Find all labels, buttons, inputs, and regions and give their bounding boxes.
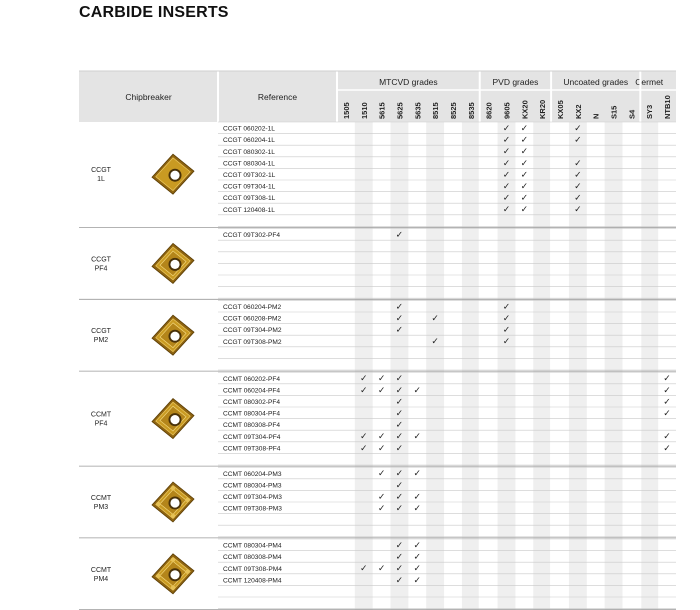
page-title: CARBIDE INSERTS — [79, 4, 229, 21]
grade-check-mark: ✓ — [395, 431, 404, 442]
chipbreaker-code: CCMT — [90, 495, 112, 502]
grade-check-mark: ✓ — [502, 146, 511, 157]
reference-header: Reference — [257, 92, 298, 102]
grade-check-mark: ✓ — [395, 491, 404, 502]
grade-check-mark: ✓ — [359, 442, 368, 453]
grade-group-header: PVD grades — [492, 77, 539, 87]
grade-name: 8515 — [431, 102, 441, 119]
grade-check-mark: ✓ — [359, 431, 368, 442]
reference-code: CCGT 060204-PM2 — [223, 304, 282, 311]
grade-name: 1505 — [341, 102, 351, 119]
grade-check-mark: ✓ — [502, 123, 511, 133]
insert-pf4-icon — [152, 243, 194, 283]
reference-code: CCMT 080308-PM4 — [223, 554, 282, 562]
reference-code: CCGT 09T304-1L — [223, 183, 276, 191]
grade-check-mark: ✓ — [502, 204, 511, 215]
grade-check-mark: ✓ — [431, 313, 439, 323]
grade-check-mark: ✓ — [395, 442, 404, 453]
chipbreaker-code: CCGT — [91, 328, 111, 336]
grade-check-mark: ✓ — [395, 479, 404, 490]
grade-check-mark: ✓ — [413, 574, 422, 585]
grade-check-mark: ✓ — [377, 384, 386, 395]
reference-code: CCGT 060204-1L — [223, 137, 275, 145]
grade-name: 8620 — [484, 102, 494, 119]
reference-code: CCMT 120408-PM4 — [223, 577, 282, 585]
grade-check-mark: ✓ — [413, 540, 422, 550]
grade-check-mark: ✓ — [377, 491, 386, 502]
reference-code: CCMT 09T308-PM4 — [223, 565, 282, 573]
grade-name: KX20 — [520, 100, 530, 119]
reference-code: CCGT 09T304-PM2 — [223, 327, 282, 335]
reference-code: CCMT 09T308-PF4 — [223, 445, 281, 453]
grade-check-mark: ✓ — [574, 181, 582, 191]
reference-code: CCGT 09T308-1L — [223, 195, 276, 203]
grade-check-mark: ✓ — [395, 540, 404, 550]
chipbreaker-code: CCMT — [90, 411, 112, 419]
grade-check-mark: ✓ — [395, 313, 404, 323]
grade-check-mark: ✓ — [502, 192, 511, 203]
chipbreaker-type: PM3 — [93, 504, 109, 511]
grade-check-mark: ✓ — [520, 123, 529, 133]
grade-check-mark: ✓ — [377, 431, 386, 442]
grade-name: 5635 — [413, 102, 423, 119]
grade-check-mark: ✓ — [359, 384, 368, 395]
reference-code: CCMT 060204-PF4 — [223, 387, 281, 395]
grade-check-mark: ✓ — [663, 431, 671, 442]
grade-check-mark: ✓ — [502, 169, 511, 180]
grade-check-mark: ✓ — [395, 551, 404, 562]
insert-pf4-icon — [152, 399, 194, 439]
chipbreaker-type: PF4 — [94, 265, 108, 273]
grade-name: KX2 — [573, 104, 583, 119]
chipbreaker-type: PM4 — [93, 575, 109, 583]
grade-name: KR20 — [538, 99, 548, 119]
chipbreaker-type: PM2 — [93, 337, 109, 345]
insert-pm3-icon — [152, 482, 194, 522]
grade-check-mark: ✓ — [413, 551, 422, 562]
grade-check-mark: ✓ — [395, 324, 404, 335]
grade-check-mark: ✓ — [502, 336, 511, 347]
reference-code: CCMT 09T308-PM3 — [223, 505, 282, 513]
chipbreaker-type: 1L — [97, 176, 105, 184]
reference-code: CCMT 060202-PF4 — [223, 375, 281, 383]
grade-name: SY3 — [645, 104, 655, 119]
grade-check-mark: ✓ — [574, 123, 582, 133]
grade-check-mark: ✓ — [574, 204, 582, 215]
grade-check-mark: ✓ — [520, 181, 529, 191]
grade-check-mark: ✓ — [413, 468, 422, 479]
grade-check-mark: ✓ — [395, 503, 404, 513]
grade-check-mark: ✓ — [413, 384, 422, 395]
grade-check-mark: ✓ — [502, 157, 511, 168]
grade-group-header: MTCVD grades — [379, 77, 438, 87]
insert-pm2-icon — [152, 315, 194, 355]
grade-check-mark: ✓ — [574, 192, 582, 203]
reference-code: CCGT 120408-1L — [223, 206, 275, 214]
reference-code: CCGT 09T302-PF4 — [223, 232, 281, 240]
grade-check-mark: ✓ — [395, 574, 404, 585]
grade-check-mark: ✓ — [413, 491, 422, 502]
grade-check-mark: ✓ — [502, 324, 511, 335]
grade-check-mark: ✓ — [395, 384, 404, 395]
grade-name: 8535 — [466, 102, 476, 119]
grade-check-mark: ✓ — [377, 563, 386, 574]
reference-code: CCMT 09T304-PF4 — [223, 433, 281, 441]
grade-check-mark: ✓ — [395, 563, 404, 574]
grade-check-mark: ✓ — [395, 396, 404, 407]
grade-check-mark: ✓ — [413, 431, 422, 442]
grade-check-mark: ✓ — [663, 373, 671, 384]
grade-check-mark: ✓ — [431, 336, 439, 347]
grade-check-mark: ✓ — [395, 229, 404, 240]
reference-code: CCGT 080304-1L — [223, 160, 275, 168]
reference-code: CCGT 060202-1L — [223, 125, 275, 133]
reference-code: CCGT 060208-PM2 — [223, 315, 282, 323]
grade-name: S15 — [609, 105, 619, 119]
insert-plain-icon — [152, 154, 194, 194]
grade-check-mark: ✓ — [663, 384, 671, 395]
grade-name: 5615 — [377, 102, 387, 119]
reference-code: CCMT 060204-PM3 — [223, 470, 282, 478]
grade-check-mark: ✓ — [502, 181, 511, 191]
grade-group-header: Cermet — [635, 77, 664, 87]
grade-name: N — [591, 113, 601, 119]
reference-code: CCMT 080308-PF4 — [223, 422, 281, 430]
chipbreaker-header: Chipbreaker — [125, 92, 172, 102]
grade-check-mark: ✓ — [502, 313, 511, 323]
grade-check-mark: ✓ — [520, 157, 529, 168]
grade-check-mark: ✓ — [520, 134, 529, 145]
grade-check-mark: ✓ — [395, 408, 404, 418]
grade-check-mark: ✓ — [502, 134, 511, 145]
grade-check-mark: ✓ — [413, 563, 422, 574]
reference-code: CCMT 080304-PF4 — [223, 410, 281, 418]
grade-check-mark: ✓ — [395, 468, 404, 479]
grade-check-mark: ✓ — [574, 169, 582, 180]
reference-code: CCMT 09T304-PM3 — [223, 494, 282, 501]
chipbreaker-type: PF4 — [94, 420, 108, 428]
grade-check-mark: ✓ — [413, 503, 422, 513]
grade-check-mark: ✓ — [377, 373, 386, 384]
grade-check-mark: ✓ — [663, 408, 671, 418]
reference-code: CCGT 080302-1L — [223, 148, 275, 156]
reference-code: CCMT 080304-PM4 — [223, 542, 282, 550]
grade-check-mark: ✓ — [520, 192, 529, 203]
grade-name: KX05 — [556, 100, 566, 119]
insert-pm4-icon — [152, 554, 194, 594]
grade-name: NTB10 — [663, 95, 673, 119]
grade-check-mark: ✓ — [574, 157, 582, 168]
grade-name: S4 — [627, 109, 637, 119]
grade-check-mark: ✓ — [359, 373, 368, 384]
grade-name: 1510 — [359, 102, 369, 119]
grade-check-mark: ✓ — [377, 468, 386, 479]
grade-check-mark: ✓ — [395, 301, 404, 312]
grade-name: 9605 — [502, 102, 512, 119]
grade-check-mark: ✓ — [520, 169, 529, 180]
grade-check-mark: ✓ — [359, 563, 368, 574]
reference-code: CCMT 080302-PF4 — [223, 399, 281, 406]
chipbreaker-code: CCGT — [91, 167, 111, 175]
grade-check-mark: ✓ — [663, 442, 671, 453]
grade-check-mark: ✓ — [502, 301, 511, 312]
chipbreaker-code: CCMT — [90, 566, 112, 574]
grade-check-mark: ✓ — [520, 146, 529, 157]
grade-check-mark: ✓ — [377, 503, 386, 513]
grade-name: 5625 — [395, 102, 405, 119]
reference-code: CCGT 09T302-1L — [223, 172, 276, 179]
grade-check-mark: ✓ — [663, 396, 671, 407]
grade-check-mark: ✓ — [377, 442, 386, 453]
grade-check-mark: ✓ — [395, 419, 404, 430]
grade-name: 8525 — [448, 102, 458, 119]
reference-code: CCGT 09T308-PM2 — [223, 338, 282, 346]
grade-check-mark: ✓ — [395, 373, 404, 384]
grade-check-mark: ✓ — [574, 134, 582, 145]
grade-group-header: Uncoated grades — [563, 77, 629, 87]
chipbreaker-code: CCGT — [91, 256, 111, 264]
grade-check-mark: ✓ — [520, 204, 529, 215]
reference-code: CCMT 080304-PM3 — [223, 482, 282, 490]
